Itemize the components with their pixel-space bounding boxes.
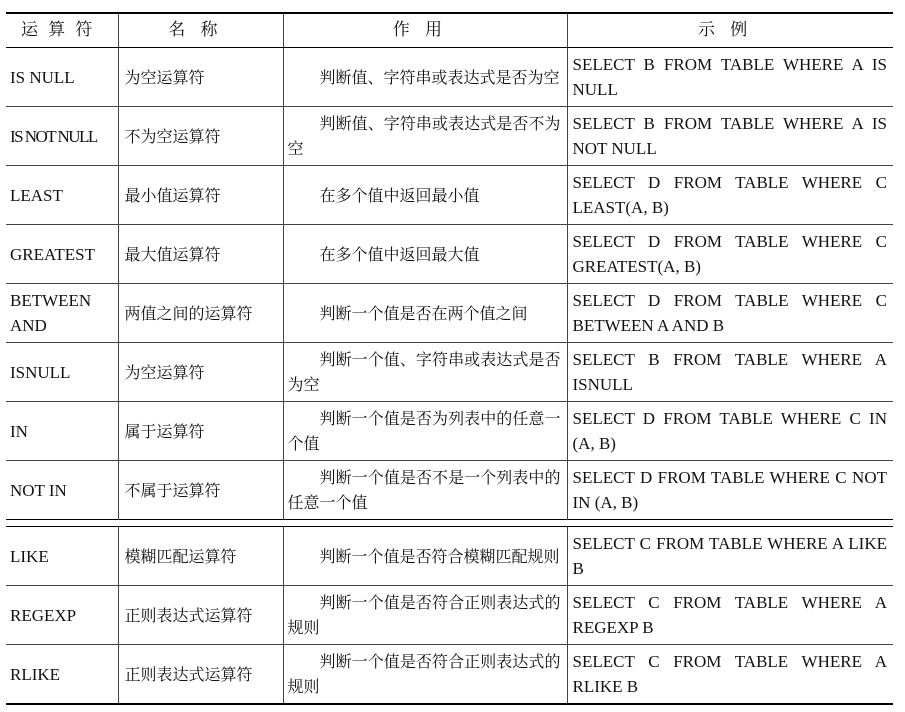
- description-cell: 判断值、字符串或表达式是否为空: [283, 48, 567, 107]
- description-cell: 判断一个值是否为列表中的任意一个值: [283, 402, 567, 461]
- name-cell: 模糊匹配运算符: [118, 527, 283, 586]
- operator-cell: BETWEEN AND: [6, 284, 118, 343]
- operator-table: [6, 12, 893, 705]
- example-cell: SELECT D FROM TABLE WHERE C BETWEEN A AND B: [567, 284, 893, 343]
- operator-cell: RLIKE: [6, 645, 118, 705]
- operator-cell: IN: [6, 402, 118, 461]
- name-cell: 两值之间的运算符: [118, 284, 283, 343]
- name-cell: 正则表达式运算符: [118, 645, 283, 705]
- example-cell: SELECT D FROM TABLE WHERE C IN (A, B): [567, 402, 893, 461]
- description-cell: 判断一个值是否不是一个列表中的任意一个值: [283, 461, 567, 520]
- description-cell: 判断一个值、字符串或表达式是否为空: [283, 343, 567, 402]
- table-row: [6, 402, 893, 461]
- gap-cell: [6, 520, 893, 527]
- example-cell: SELECT B FROM TABLE WHERE A IS NULL: [567, 48, 893, 107]
- operator-cell: LIKE: [6, 527, 118, 586]
- header-operator: 运算符: [6, 13, 118, 48]
- header-function: 作用: [283, 13, 567, 48]
- name-cell: 最小值运算符: [118, 166, 283, 225]
- example-cell: SELECT C FROM TABLE WHERE A LIKE B: [567, 527, 893, 586]
- name-cell: 不属于运算符: [118, 461, 283, 520]
- table-row: [6, 586, 893, 645]
- table-header-row: [6, 13, 893, 48]
- operator-cell: LEAST: [6, 166, 118, 225]
- header-name: 名称: [118, 13, 283, 48]
- operator-cell: REGEXP: [6, 586, 118, 645]
- name-cell: 最大值运算符: [118, 225, 283, 284]
- operator-cell: ISNULL: [6, 343, 118, 402]
- table-row: [6, 461, 893, 520]
- description-cell: 在多个值中返回最小值: [283, 166, 567, 225]
- table-row: [6, 48, 893, 107]
- name-cell: 为空运算符: [118, 343, 283, 402]
- description-cell: 判断一个值是否符合正则表达式的规则: [283, 586, 567, 645]
- example-cell: SELECT B FROM TABLE WHERE A IS NOT NULL: [567, 107, 893, 166]
- example-cell: SELECT C FROM TABLE WHERE A RLIKE B: [567, 645, 893, 705]
- example-cell: SELECT D FROM TABLE WHERE C GREATEST(A, B): [567, 225, 893, 284]
- example-cell: SELECT C FROM TABLE WHERE A REGEXP B: [567, 586, 893, 645]
- example-cell: SELECT B FROM TABLE WHERE A ISNULL: [567, 343, 893, 402]
- description-cell: 判断一个值是否符合模糊匹配规则: [283, 527, 567, 586]
- table-row: [6, 645, 893, 705]
- table-row: [6, 166, 893, 225]
- description-cell: 在多个值中返回最大值: [283, 225, 567, 284]
- operator-cell: NOT IN: [6, 461, 118, 520]
- table-row: [6, 107, 893, 166]
- operator-cell: IS NULL: [6, 48, 118, 107]
- table-row: [6, 225, 893, 284]
- page-break-gap: [6, 520, 893, 527]
- table-row: [6, 527, 893, 586]
- table-row: [6, 343, 893, 402]
- description-cell: 判断一个值是否符合正则表达式的规则: [283, 645, 567, 705]
- table-row: [6, 284, 893, 343]
- header-example: 示例: [567, 13, 893, 48]
- name-cell: 正则表达式运算符: [118, 586, 283, 645]
- example-cell: SELECT D FROM TABLE WHERE C NOT IN (A, B): [567, 461, 893, 520]
- operator-cell: IS NOT NULL: [6, 107, 118, 166]
- description-cell: 判断一个值是否在两个值之间: [283, 284, 567, 343]
- name-cell: 为空运算符: [118, 48, 283, 107]
- example-cell: SELECT D FROM TABLE WHERE C LEAST(A, B): [567, 166, 893, 225]
- operator-cell: GREATEST: [6, 225, 118, 284]
- name-cell: 不为空运算符: [118, 107, 283, 166]
- description-cell: 判断值、字符串或表达式是否不为空: [283, 107, 567, 166]
- name-cell: 属于运算符: [118, 402, 283, 461]
